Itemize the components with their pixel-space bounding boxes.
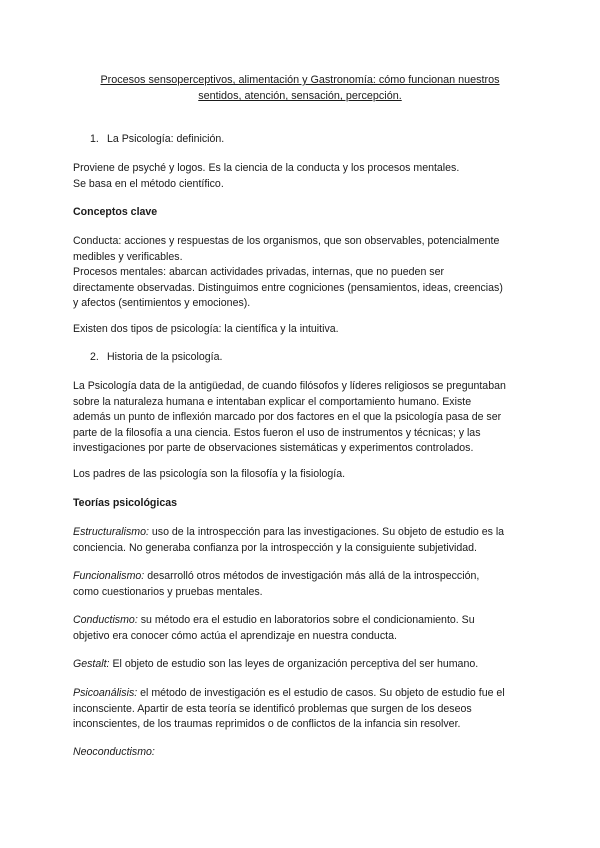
paragraph-definicion: Proviene de psyché y logos. Es la ciencia de la conducta y los procesos mentales. Se basa en el método científico. [73,162,460,190]
paragraph-conceptos: Conducta: acciones y respuestas de los organismos, que son observables, potencialmente medibles y verificables. Procesos mentales: abarcan actividades privadas, internas, que no pueden ser directamente observadas. Distinguimos entre cogniciones (pensamientos, ideas, creencias) y afectos (sentimientos y emociones). [73,235,503,309]
theory-term: Conductismo: [73,614,138,626]
title-line: sentidos, atención, sensación, percepción. [198,90,402,102]
theory-conductismo: Conductismo: su método era el estudio en laboratorios sobre el condicionamiento. Su objetivo era conocer cómo actúa el aprendizaje en nuestra conducta. [73,614,475,642]
paragraph-historia: La Psicología data de la antigüedad, de cuando filósofos y líderes religiosos se preguntaban sobre la naturaleza humana e intentaban explicar el comportamiento humano. Existe además un punto de inflexión marcado por dos factores en el que la psicología pasa de ser parte de la filosofía a una ciencia. Estos fueron el uso de instrumentos y técnicas; y las investigaciones por parte de observaciones sistemáticas y experimentos controlados. [73,380,506,454]
section-label: La Psicología: definición. [107,133,225,145]
theory-term: Neoconductismo: [73,746,155,758]
document-title [60,72,540,104]
paragraph-tipos: Existen dos tipos de psicología: la científica y la intuitiva. [73,323,339,335]
theory-term: Estructuralismo: [73,526,149,538]
title-line: Procesos sensoperceptivos, alimentación y Gastronomía: cómo funcionan nuestros [100,74,500,86]
section-number: 1. [90,133,99,145]
theory-term: Funcionalismo: [73,570,145,582]
section-number: 2. [90,351,99,363]
section-label: Historia de la psicología. [107,351,223,363]
theory-estructuralismo: Estructuralismo: uso de la introspección para las investigaciones. Su objeto de estudio es la conciencia. No generaba confianza por la introspección y la consiguiente subjetividad. [73,526,505,554]
heading-teorias: Teorías psicológicas [73,497,178,509]
theory-term: Psicoanálisis: [73,687,138,699]
heading-conceptos-clave: Conceptos clave [73,206,158,218]
theory-gestalt: Gestalt: El objeto de estudio son las leyes de organización perceptiva del ser humano. [73,658,479,670]
paragraph-padres: Los padres de las psicología son la filosofía y la fisiología. [73,468,346,480]
theory-psicoanalisis: Psicoanálisis: el método de investigación es el estudio de casos. Su objeto de estudio fue el inconsciente. Apartir de esta teoría se identificó problemas que surgen de los deseos inconscientes, de los traumas reprimidos o de conflictos de la infancia sin resolver. [73,687,505,730]
theory-term: Gestalt: [73,658,110,670]
theory-neoconductismo [73,745,533,761]
theory-funcionalismo: Funcionalismo: desarrolló otros métodos de investigación más allá de la introspección, como cuestionarios y pruebas mentales. [73,570,480,598]
